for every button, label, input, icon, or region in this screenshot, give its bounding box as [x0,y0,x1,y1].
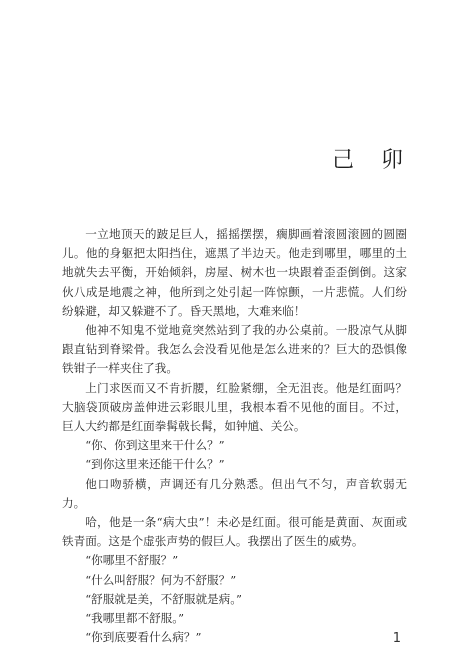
paragraph: 一立地顶天的跛足巨人，摇摇摆摆，瘸脚画着滚圆滚圆的圆圈儿。他的身躯把太阳挡住，遮黑了半边天。他走到哪里，哪里的土地就失去平衡，开始倾斜，房屋、树木也一块跟着歪歪倒倒。这家伙八成是地震之神，他所到之处引起一阵惊颤，一片悲慌。人们纷纷躲避，却又躲避不了。昏天黑地，大难来临！ [62,227,407,318]
dialogue-line: “舒服就是美，不舒服就是病。” [85,591,242,606]
dialogue-line: “什么叫舒服？何为不舒服？” [85,572,237,587]
dialogue-line: “你哪里不舒服？” [85,553,179,568]
page-number: 1 [392,631,401,646]
dialogue-line: “我哪里都不舒服。” [85,611,184,626]
paragraph: 他神不知鬼不觉地竟突然站到了我的办公桌前。一股凉气从脚跟直钻到脊梁骨。我怎么会没看见他是怎么进来的？巨大的恐惧像铁钳子一样夹住了我。 [62,323,407,376]
dialogue-line: “你到底要看什么病？” [85,630,202,645]
paragraph: 上门求医而又不肯折腰，红脸紧绷，全无沮丧。他是红面吗？大脑袋顶破房盖伸进云彩眼儿里，我根本看不见他的面目。不过，巨人大约都是红面拳髯戟长髯，如钟馗、关公。 [62,380,407,434]
body-text [62,225,407,647]
paragraph: 哈，他是一条“病大虫”！未必是红面。很可能是黄面、灰面或铁青面。这是个虚张声势的假巨人。我摆出了医生的威势。 [62,515,407,549]
paragraph: 他口吻骄横，声调还有几分熟悉。但出气不匀，声音软弱无力。 [62,476,407,510]
dialogue-line: “你、你到这里来干什么？” [85,438,225,453]
chapter-title: 己 卯 [332,148,413,173]
dialogue-line: “到你这里来还能干什么？” [85,457,225,472]
